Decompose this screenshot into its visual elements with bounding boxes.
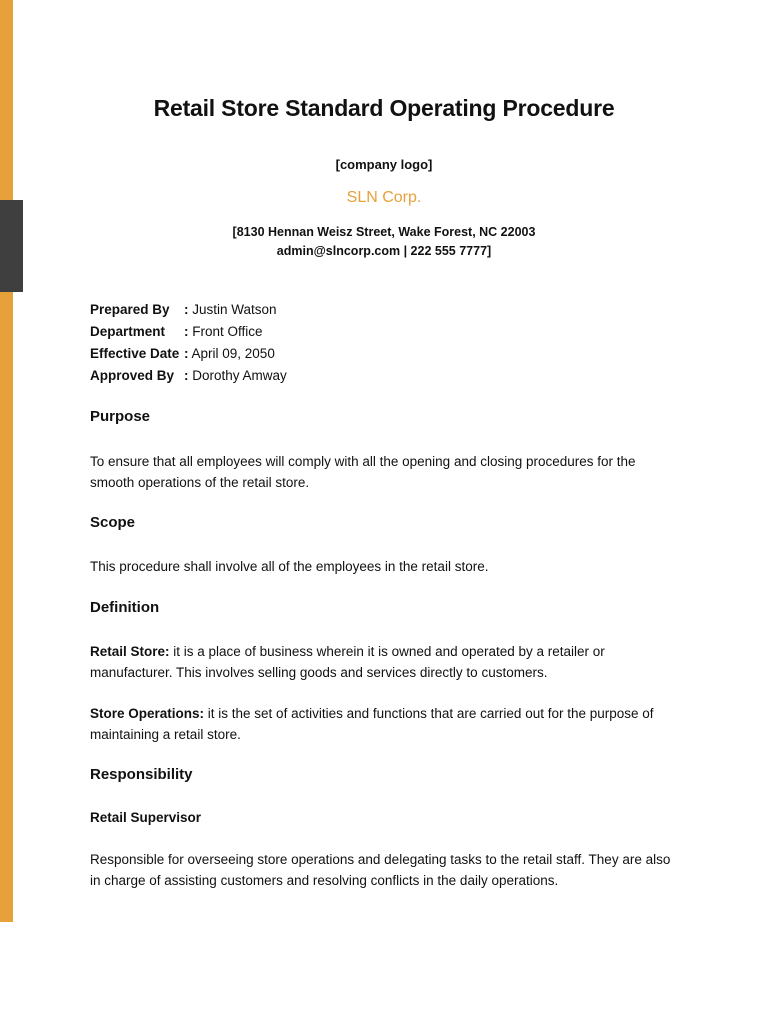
address-line-2: admin@slncorp.com | 222 555 7777] [276,244,492,258]
retail-supervisor-heading: Retail Supervisor [90,810,202,825]
approved-by-label: Approved By [90,368,175,383]
purpose-text: To ensure that all employees will comply with all the opening and closing procedures for the smooth operations of the retail store. [90,454,636,490]
approved-by-value: Dorothy Amway [192,368,287,383]
effective-date-value: April 09, 2050 [191,346,275,361]
prepared-by-label: Prepared By [90,302,170,317]
responsibility-heading: Responsibility [90,766,193,783]
department-label: Department [90,324,166,339]
prepared-by-value: Justin Watson [192,302,277,317]
accent-side-bar [0,0,13,922]
definition-heading: Definition [90,599,160,616]
company-logo-placeholder: [company logo] [335,157,433,172]
definition-retail-store [90,641,680,683]
info-row-department: Department : Front Office [90,321,287,343]
info-row-effective-date: Effective Date : April 09, 2050 [90,343,287,365]
definition-store-operations [90,703,680,745]
scope-text: This procedure shall involve all of the employees in the retail store. [90,559,489,574]
scope-heading: Scope [90,514,136,531]
company-address [0,223,768,261]
effective-date-label: Effective Date [90,346,180,361]
document-info-table [90,299,287,387]
document-title: Retail Store Standard Operating Procedure [153,95,615,121]
purpose-heading: Purpose [90,408,151,425]
info-row-approved-by: Approved By : Dorothy Amway [90,365,287,387]
department-value: Front Office [192,324,263,339]
company-name: SLN Corp. [346,189,422,206]
address-line-1: [8130 Hennan Weisz Street, Wake Forest, NC 22003 [232,225,536,239]
info-row-prepared-by: Prepared By : Justin Watson [90,299,287,321]
store-operations-term: Store Operations: [90,706,205,721]
retail-store-term: Retail Store: [90,644,170,659]
retail-store-definition: it is a place of business wherein it is owned and operated by a retailer or manufacturer. This involves selling goods and services directly to customers. [90,644,605,680]
store-operations-definition: it is the set of activities and functions that are carried out for the purpose of maintaining a retail store. [90,706,654,742]
retail-supervisor-text: Responsible for overseeing store operations and delegating tasks to the retail staff. They are also in charge of assisting customers and resolving conflicts in the daily operations. [90,852,671,888]
